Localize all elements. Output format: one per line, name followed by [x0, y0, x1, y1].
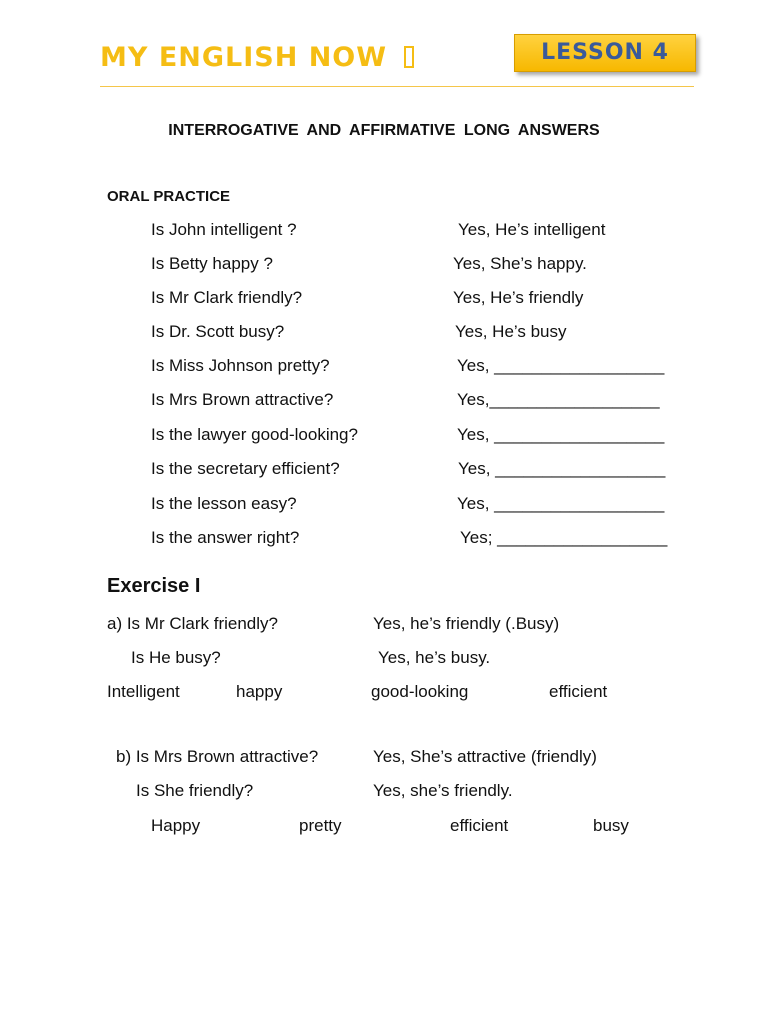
exercise-a-answer: Yes, he’s friendly (.Busy)	[373, 614, 560, 633]
exercise-a-question: a) Is Mr Clark friendly?	[107, 614, 278, 633]
page-title: MY ENGLISH NOW	[100, 42, 388, 73]
practice-question: Is Mr Clark friendly?	[151, 288, 303, 307]
practice-question: Is the answer right?	[151, 528, 300, 547]
practice-answer: Yes, She’s happy.	[453, 254, 587, 273]
practice-question: Is the lawyer good-looking?	[151, 425, 358, 444]
exercise-a-word: efficient	[549, 682, 608, 701]
header-divider	[100, 86, 694, 87]
practice-question: Is Mrs Brown attractive?	[151, 390, 334, 409]
exercise-title: Exercise I	[107, 575, 201, 597]
exercise-b-question: b) Is Mrs Brown attractive?	[116, 747, 319, 766]
lesson-badge: LESSON 4	[514, 34, 696, 72]
practice-answer: Yes, He’s intelligent	[458, 220, 606, 239]
exercise-b-answer-2: Yes, she’s friendly.	[373, 781, 513, 800]
practice-answer-blank: Yes, __________________	[457, 425, 665, 444]
practice-question: Is Betty happy ?	[151, 254, 273, 273]
practice-question: Is the secretary efficient?	[151, 459, 340, 478]
exercise-a-word: Intelligent	[107, 682, 180, 701]
exercise-a-word: happy	[236, 682, 283, 701]
exercise-b-question-2: Is She friendly?	[136, 781, 254, 800]
exercise-b-word: efficient	[450, 816, 509, 835]
worksheet-heading: INTERROGATIVE AND AFFIRMATIVE LONG ANSWERS	[168, 122, 600, 139]
exercise-b-word: busy	[593, 816, 629, 835]
oral-practice-label: ORAL PRACTICE	[107, 188, 231, 205]
practice-answer-blank: Yes, __________________	[457, 356, 665, 375]
exercise-a-answer-2: Yes, he’s busy.	[378, 648, 491, 667]
practice-question: Is Miss Johnson pretty?	[151, 356, 330, 375]
exercise-a-word: good-looking	[371, 682, 469, 701]
practice-answer-blank: Yes, __________________	[457, 494, 665, 513]
placeholder-glyph-icon	[404, 46, 414, 68]
exercise-b-word: Happy	[151, 816, 201, 835]
practice-answer: Yes, He’s busy	[455, 322, 567, 341]
exercise-b-word: pretty	[299, 816, 342, 835]
practice-answer-blank: Yes, __________________	[458, 459, 666, 478]
exercise-b-answer: Yes, She’s attractive (friendly)	[373, 747, 597, 766]
practice-question: Is John intelligent ?	[151, 220, 297, 239]
practice-answer-blank: Yes; __________________	[460, 528, 668, 547]
practice-question: Is Dr. Scott busy?	[151, 322, 285, 341]
practice-answer: Yes, He’s friendly	[453, 288, 584, 307]
practice-answer-blank: Yes,__________________	[457, 390, 660, 409]
exercise-a-question-2: Is He busy?	[131, 648, 221, 667]
practice-question: Is the lesson easy?	[151, 494, 297, 513]
